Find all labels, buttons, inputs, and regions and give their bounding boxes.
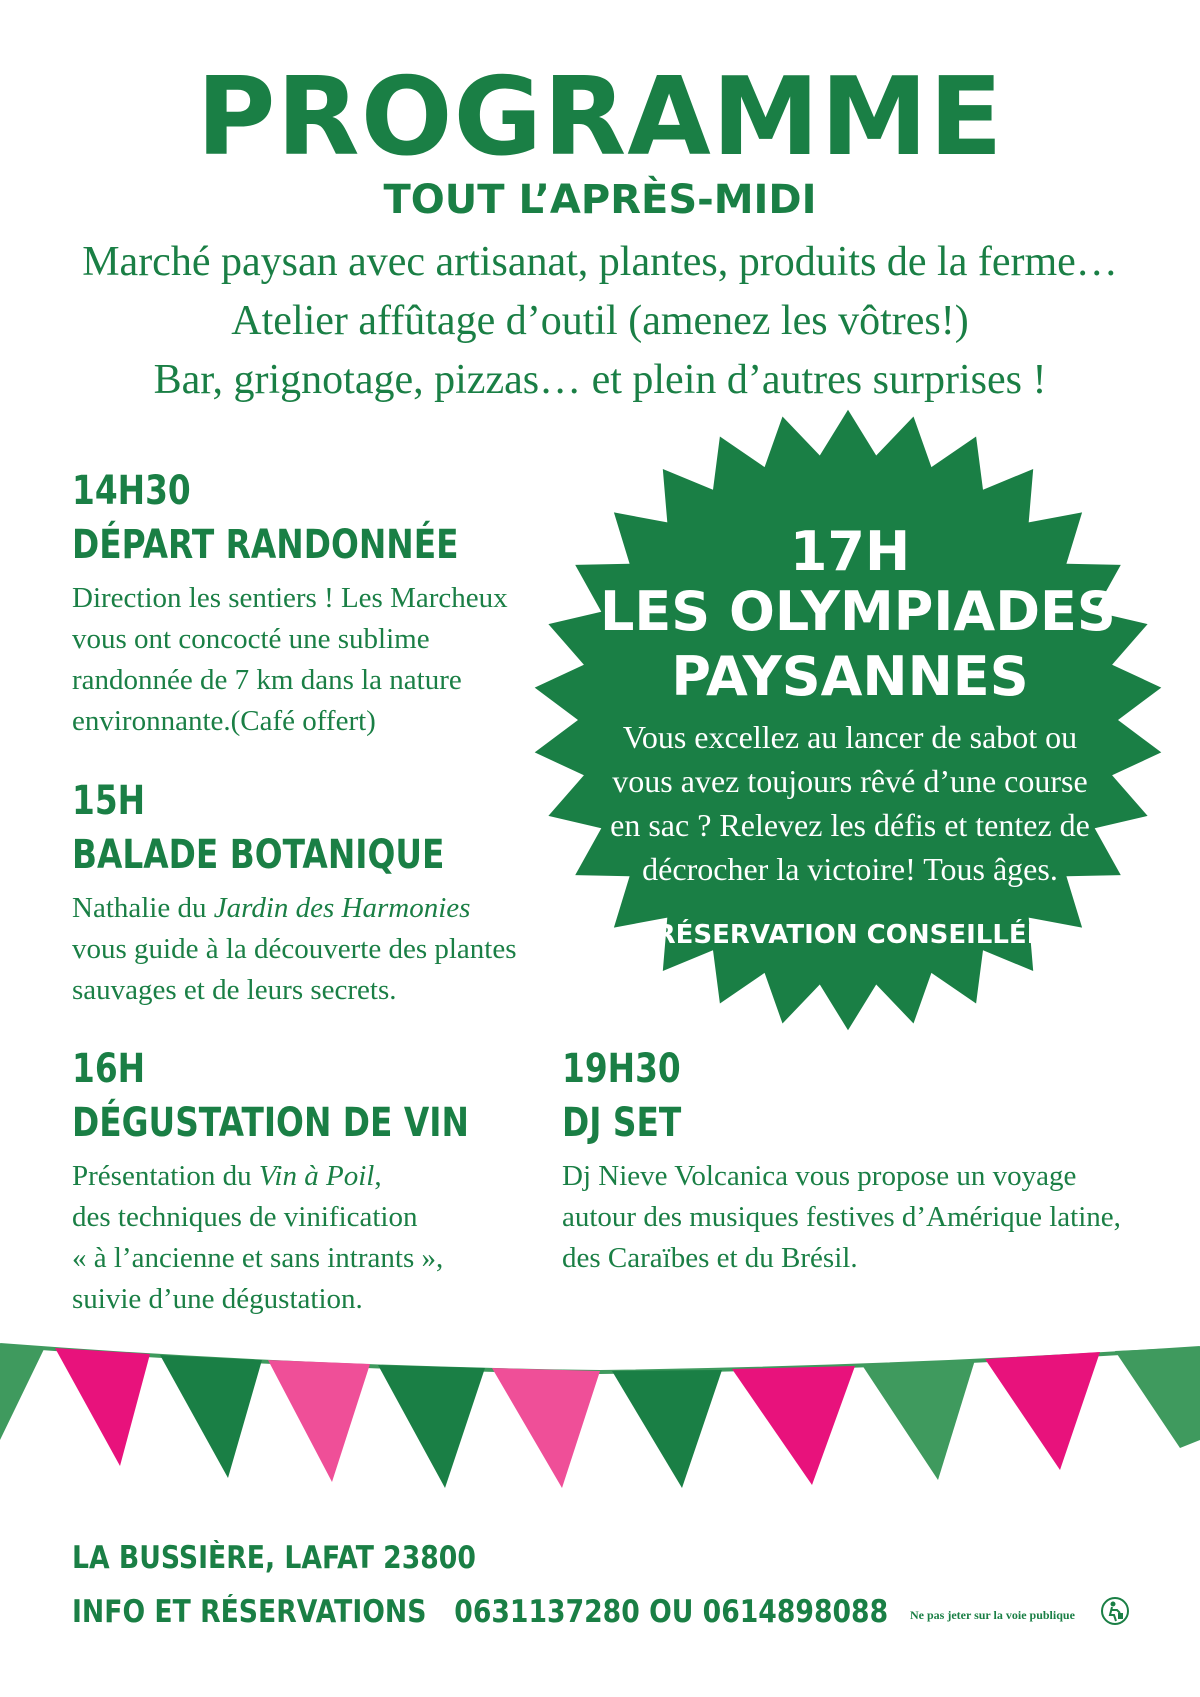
- page-title: PROGRAMME: [196, 55, 1004, 180]
- bunting-flag: [268, 1360, 370, 1482]
- event-description: [72, 578, 508, 742]
- event-title: BALADE BOTANIQUE: [72, 832, 445, 878]
- bunting-flag: [862, 1360, 975, 1480]
- disposal-notice: Ne pas jeter sur la voie publique: [910, 1608, 1075, 1622]
- event-desc-line: des techniques de vinification: [72, 1201, 418, 1233]
- highlight-description: [590, 715, 1110, 891]
- event-time: 16H: [72, 1046, 146, 1092]
- event-desc-line: Présentation du Vin à Poil,: [72, 1160, 382, 1192]
- bunting-flag: [1115, 1347, 1200, 1448]
- event-description: [562, 1156, 1121, 1279]
- bunting-garland: [0, 1330, 1200, 1520]
- event-desc-line: autour des musiques festives d’Amérique latine,: [562, 1201, 1121, 1233]
- info-line: [72, 1594, 888, 1630]
- event-desc-line: « à l’ancienne et sans intrants »,: [72, 1242, 444, 1274]
- reservation-note: RÉSERVATION CONSEILLÉE: [655, 920, 1045, 950]
- event-desc-line: des Caraïbes et du Brésil.: [562, 1242, 858, 1274]
- event-title: DÉPART RANDONNÉE: [72, 522, 459, 568]
- highlight-desc-line: vous avez toujours rêvé d’une course: [612, 763, 1088, 799]
- bunting-flag: [160, 1355, 262, 1478]
- intro-line: Bar, grignotage, pizzas… et plein d’autres surprises !: [153, 357, 1047, 403]
- event-desc-line: randonnée de 7 km dans la nature: [72, 664, 462, 696]
- event-time: 19H30: [562, 1046, 681, 1092]
- event-address: LA BUSSIÈRE, LAFAT 23800: [72, 1540, 476, 1576]
- event-desc-line: environnante.(Café offert): [72, 705, 376, 737]
- intro-line: Marché paysan avec artisanat, plantes, produits de la ferme…: [82, 239, 1118, 285]
- highlight-desc-line: décrocher la victoire! Tous âges.: [642, 851, 1058, 887]
- garden-name: Jardin des Harmonies: [213, 892, 471, 924]
- event-desc-line: Nathalie du Jardin des Harmonies: [72, 892, 471, 924]
- event-title: DÉGUSTATION DE VIN: [72, 1100, 469, 1146]
- bunting-flag: [985, 1352, 1100, 1470]
- highlight-title: PAYSANNES: [671, 645, 1029, 708]
- bunting-flag: [612, 1370, 722, 1488]
- bunting-flag: [55, 1348, 150, 1466]
- event-description: [72, 888, 517, 1011]
- event-time: 15H: [72, 778, 146, 824]
- intro-line: Atelier affûtage d’outil (amenez les vôtres!): [231, 298, 969, 344]
- event-desc-line: Direction les sentiers ! Les Marcheux: [72, 582, 508, 614]
- tidyman-icon: [1100, 1596, 1130, 1626]
- highlight-desc-line: en sac ? Relevez les défis et tentez de: [610, 807, 1090, 843]
- highlight-time: 17H: [789, 520, 911, 583]
- event-description: [72, 1156, 443, 1320]
- highlight-desc-line: Vous excellez au lancer de sabot ou: [622, 719, 1078, 755]
- bunting-flag: [732, 1366, 855, 1485]
- event-time: 14H30: [72, 468, 191, 514]
- bunting-flag: [378, 1365, 485, 1488]
- phone-numbers: 0631137280 OU 0614898088: [454, 1594, 889, 1630]
- event-title: DJ SET: [562, 1100, 682, 1146]
- event-desc-line: vous ont concocté une sublime: [72, 623, 430, 655]
- page-subtitle: TOUT L’APRÈS-MIDI: [383, 177, 817, 223]
- event-desc-line: vous guide à la découverte des plantes: [72, 933, 517, 965]
- event-desc-line: Dj Nieve Volcanica vous propose un voyage: [562, 1160, 1077, 1192]
- highlight-title: LES OLYMPIADES: [600, 580, 1116, 643]
- event-desc-line: sauvages et de leurs secrets.: [72, 974, 397, 1006]
- bunting-flag: [0, 1344, 45, 1440]
- bunting-flag: [492, 1368, 600, 1488]
- event-desc-line: suivie d’une dégustation.: [72, 1283, 363, 1315]
- info-label: INFO ET RÉSERVATIONS: [72, 1594, 427, 1630]
- wine-name: Vin à Poil: [258, 1160, 375, 1192]
